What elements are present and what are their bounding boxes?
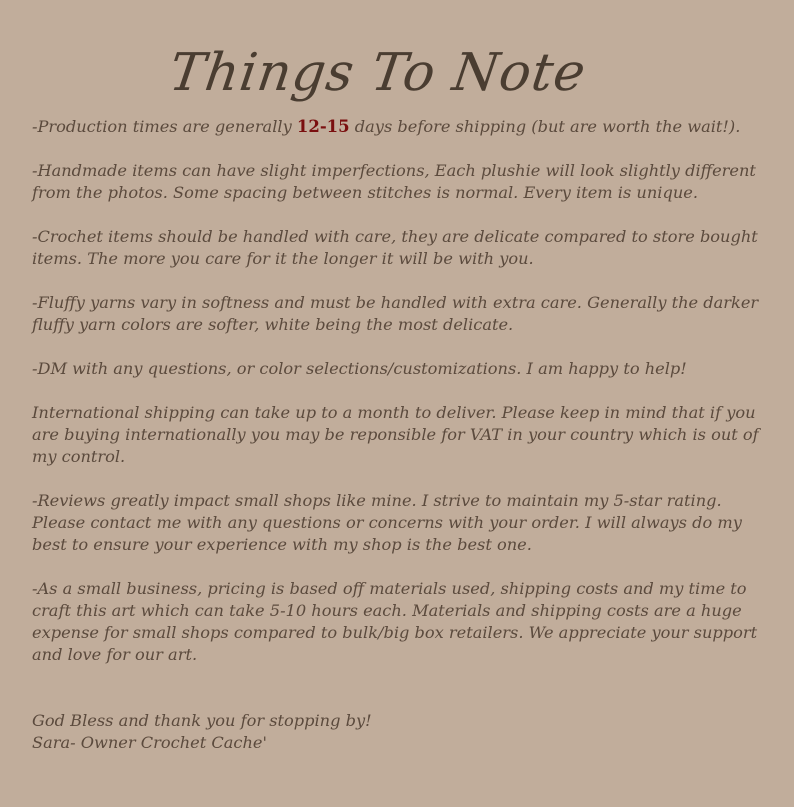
note-international-shipping: International shipping can take up to a month to deliver. Please keep in mind that if you are buying internationally you may be reponsible for VAT in your country which is out of my control.: [32, 403, 759, 466]
note-reviews: -Reviews greatly impact small shops like mine. I strive to maintain my 5-star rating. Please contact me with any questions or concerns with your order. I will always do my best to ensure your experience with my shop is the best one.: [32, 491, 742, 554]
production-text-end: days before shipping (but are worth the wait!).: [349, 117, 741, 136]
page-title: Things To Note: [165, 43, 590, 103]
signoff-signature: Sara- Owner Crochet Cache': [32, 733, 267, 752]
note-pricing: -As a small business, pricing is based off materials used, shipping costs and my time to craft this art which can take 5-10 hours each. Materials and shipping costs are a huge expense for small shops compared to bulk/big box retailers. We appreciate your support and love for our art.: [32, 579, 758, 664]
note-dm-questions: -DM with any questions, or color selections/customizations. I am happy to help!: [32, 359, 687, 378]
production-days-range: 12-15: [296, 117, 350, 136]
notes-body: [32, 116, 772, 776]
production-text-start: -Production times are generally: [32, 117, 297, 136]
note-production-times: [32, 116, 772, 138]
signoff: [32, 710, 772, 754]
spacer: [32, 688, 772, 710]
signoff-blessing: God Bless and thank you for stopping by!: [32, 711, 372, 730]
note-fluffy-yarns: -Fluffy yarns vary in softness and must be handled with extra care. Generally the darker fluffy yarn colors are softer, white being the most delicate.: [32, 293, 759, 334]
note-handle-with-care: -Crochet items should be handled with care, they are delicate compared to store bought items. The more you care for it the longer it will be with you.: [32, 227, 758, 268]
note-handmade-imperfections: -Handmade items can have slight imperfections, Each plushie will look slightly different from the photos. Some spacing between stitches is normal. Every item is unique.: [32, 161, 756, 202]
